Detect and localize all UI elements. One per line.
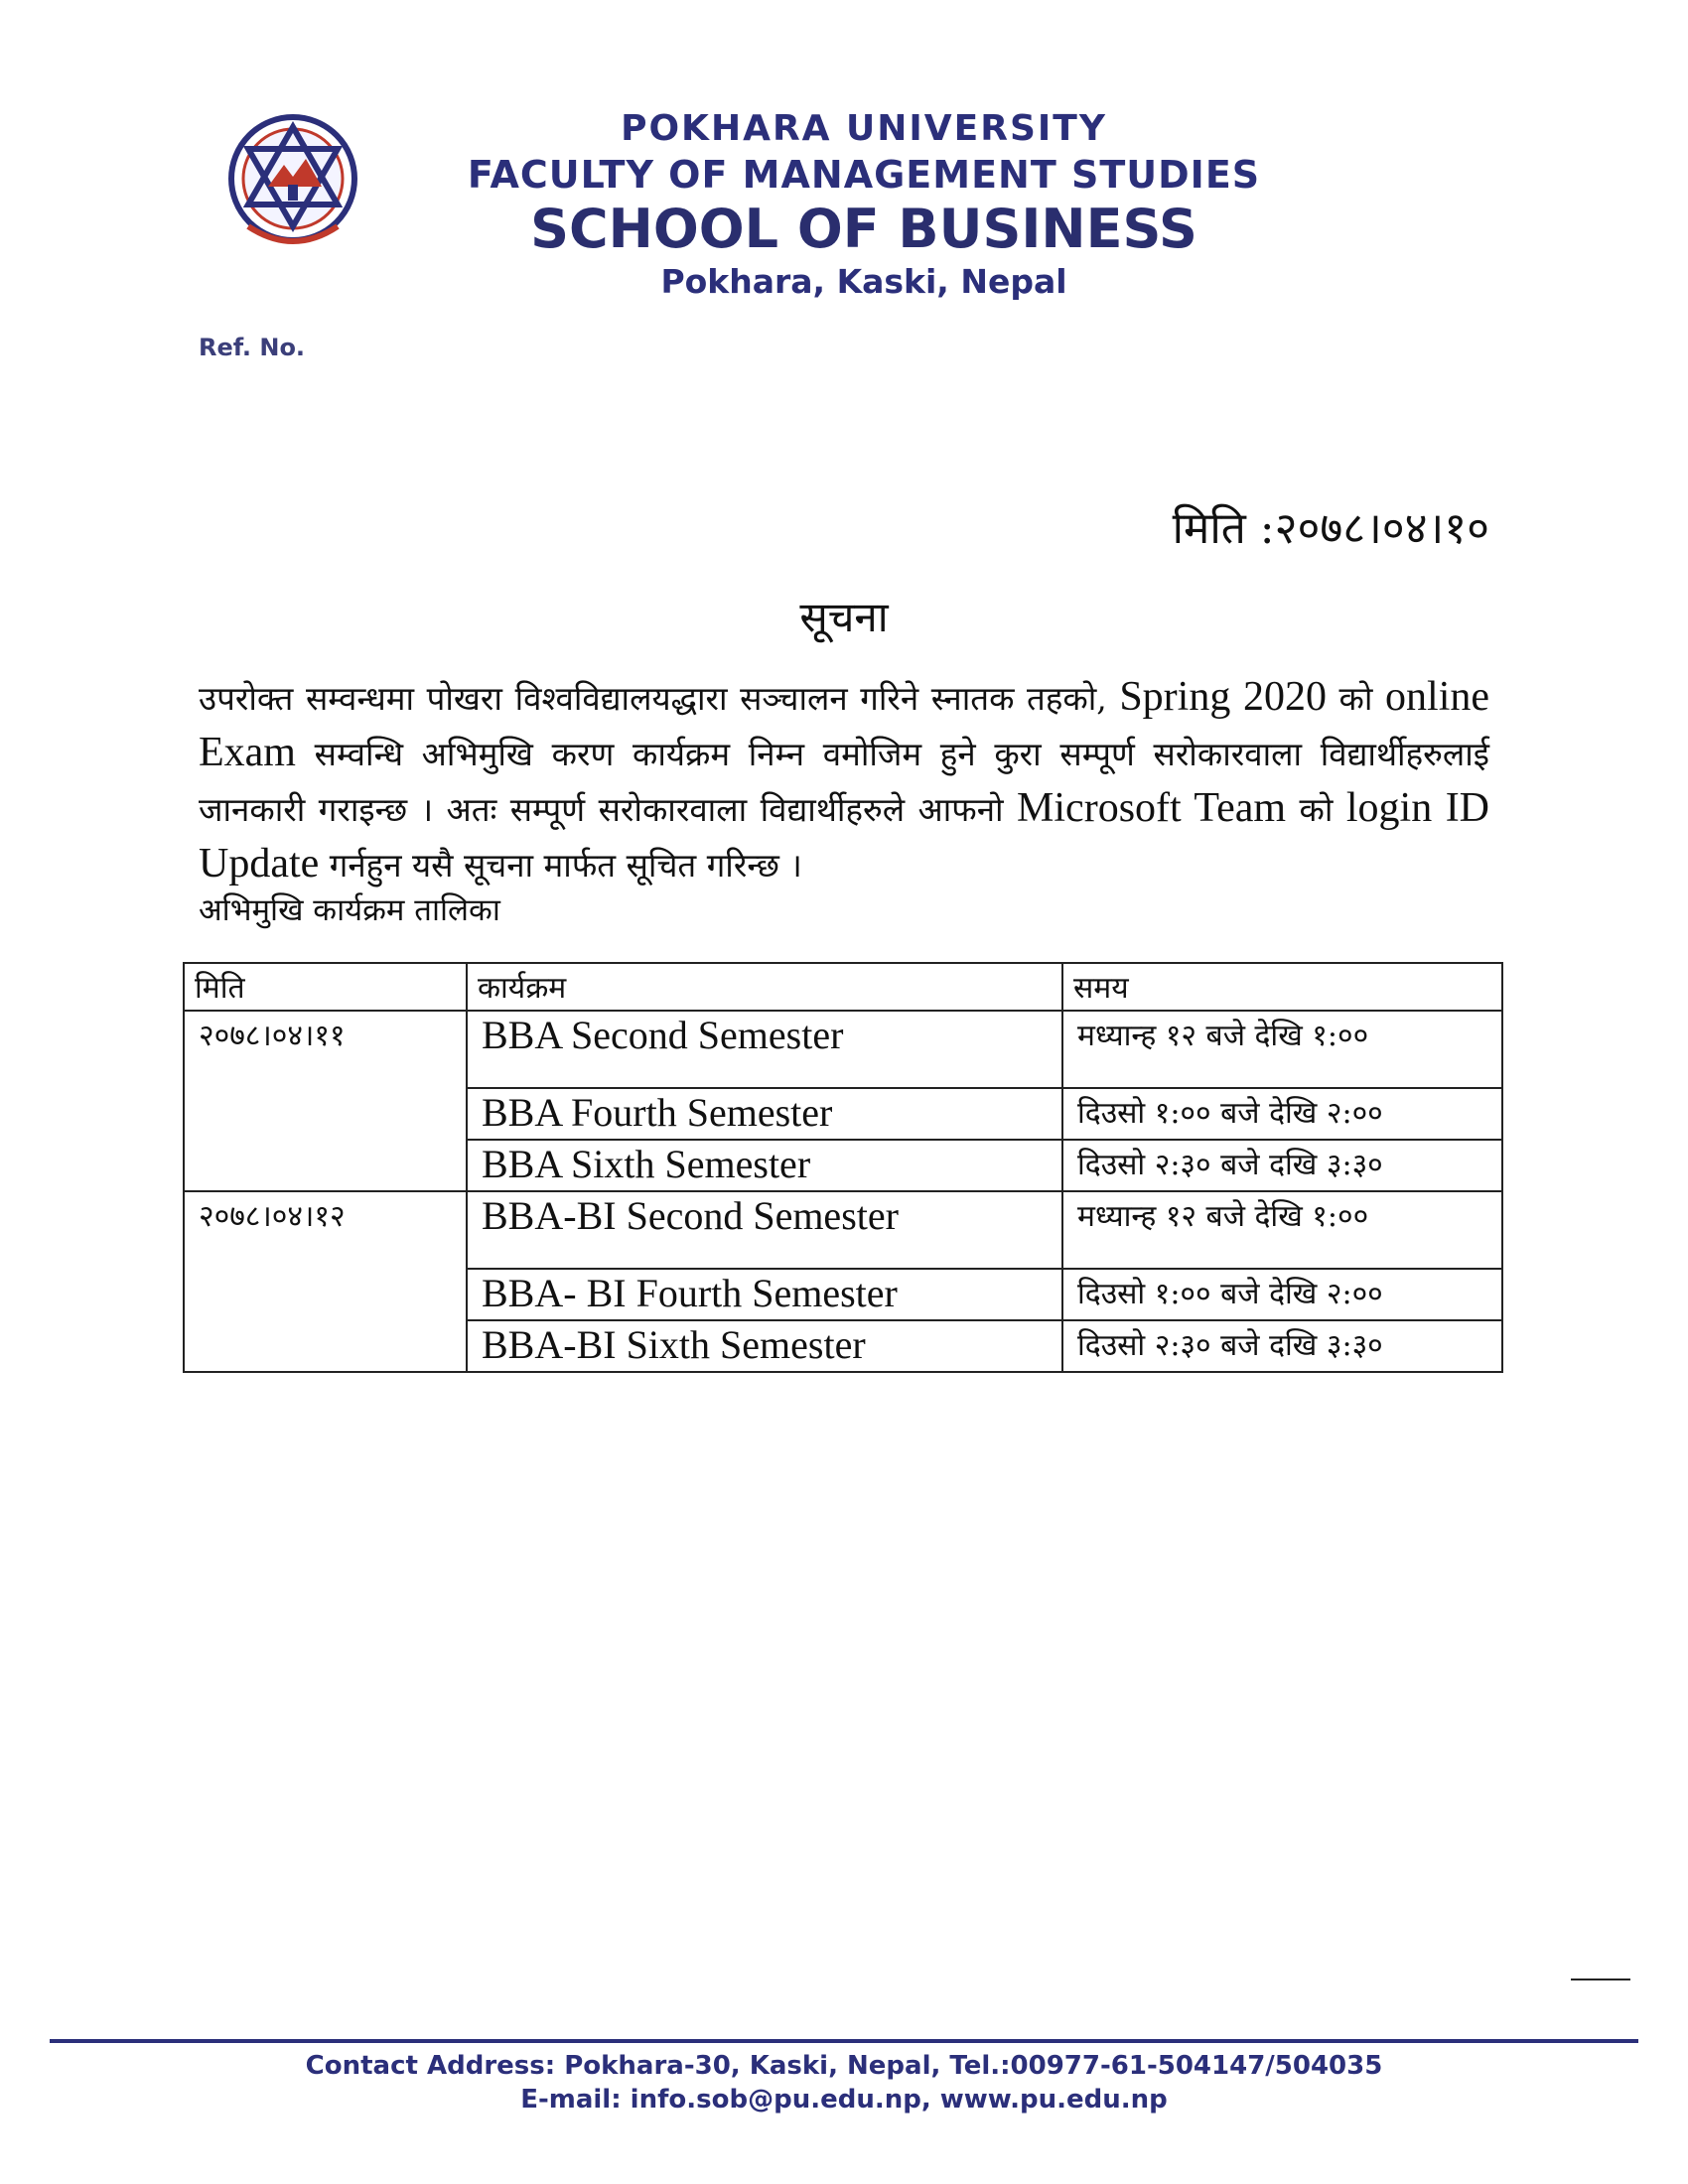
column-header: कार्यक्रम [467, 963, 1062, 1011]
time-cell: दिउसो २:३० बजे दखि ३:३० [1062, 1320, 1502, 1372]
school-location: Pokhara, Kaski, Nepal [660, 262, 1067, 301]
notice-text: गर्नहुन यसै सूचना मार्फत सूचित गरिन्छ । [319, 846, 802, 885]
table-header-row [184, 963, 1502, 1011]
program-cell: BBA-BI Second Semester [467, 1191, 1062, 1269]
program-cell: BBA- BI Fourth Semester [467, 1269, 1062, 1320]
footer-divider [50, 2039, 1638, 2043]
short-divider [1571, 1979, 1630, 1980]
program-cell: BBA Second Semester [467, 1011, 1062, 1088]
notice-text: को [1326, 679, 1386, 718]
university-logo [218, 107, 367, 256]
table-row [184, 1191, 1502, 1269]
notice-body [199, 670, 1489, 892]
contact-email: E-mail: info.sob@pu.edu.np, www.pu.edu.np [520, 2085, 1168, 2115]
time-cell: दिउसो २:३० बजे दखि ३:३० [1062, 1140, 1502, 1191]
program-cell: BBA Sixth Semester [467, 1140, 1062, 1191]
program-cell: BBA-BI Sixth Semester [467, 1320, 1062, 1372]
time-cell: दिउसो १:०० बजे देखि २:०० [1062, 1088, 1502, 1140]
date-cell: २०७८।०४।११ [184, 1011, 467, 1191]
notice-text: Microsoft Team [1017, 785, 1287, 831]
contact-address: Contact Address: Pokhara-30, Kaski, Nepal, Tel.:00977-61-504147/504035 [305, 2051, 1383, 2081]
column-header: मिति [184, 963, 467, 1011]
schedule-heading: अभिमुखि कार्यक्रम तालिका [199, 892, 500, 928]
notice-text: online Exam [199, 674, 1490, 775]
reference-number-label: Ref. No. [199, 334, 306, 361]
notice-text: को [1286, 790, 1346, 829]
date-cell: २०७८।०४।१२ [184, 1191, 467, 1372]
time-cell: मध्यान्ह १२ बजे देखि १:०० [1062, 1011, 1502, 1088]
university-name: POKHARA UNIVERSITY [621, 108, 1107, 149]
notice-text: Spring 2020 [1119, 674, 1327, 720]
notice-heading: सूचना [799, 593, 889, 641]
notice-text: सम्वन्धि अभिमुखि करण कार्यक्रम निम्न वमोजिम हुने कुरा सम्पूर्ण सरोकारवाला विद्यार्थीहरुलाई जानकारी गराइन्छ । अतः सम्पूर्ण सरोकारवाला विद्यार्थीहरुले आफनो [199, 735, 1489, 829]
column-header: समय [1062, 963, 1502, 1011]
schedule-table [183, 962, 1503, 1373]
school-name: SCHOOL OF BUSINESS [530, 198, 1197, 260]
table-row [184, 1011, 1502, 1088]
time-cell: दिउसो १:०० बजे देखि २:०० [1062, 1269, 1502, 1320]
notice-text: उपरोक्त सम्वन्धमा पोखरा विश्वविद्यालयद्धारा सञ्चालन गरिने स्नातक तहको, [199, 679, 1120, 718]
time-cell: मध्यान्ह १२ बजे देखि १:०० [1062, 1191, 1502, 1269]
program-cell: BBA Fourth Semester [467, 1088, 1062, 1140]
notice-date: मिति :२०७८।०४।१० [1172, 503, 1489, 554]
footer [0, 2049, 1688, 2116]
notice-text: login ID Update [199, 785, 1490, 887]
faculty-name: FACULTY OF MANAGEMENT STUDIES [467, 153, 1261, 197]
letterhead [189, 107, 1380, 365]
